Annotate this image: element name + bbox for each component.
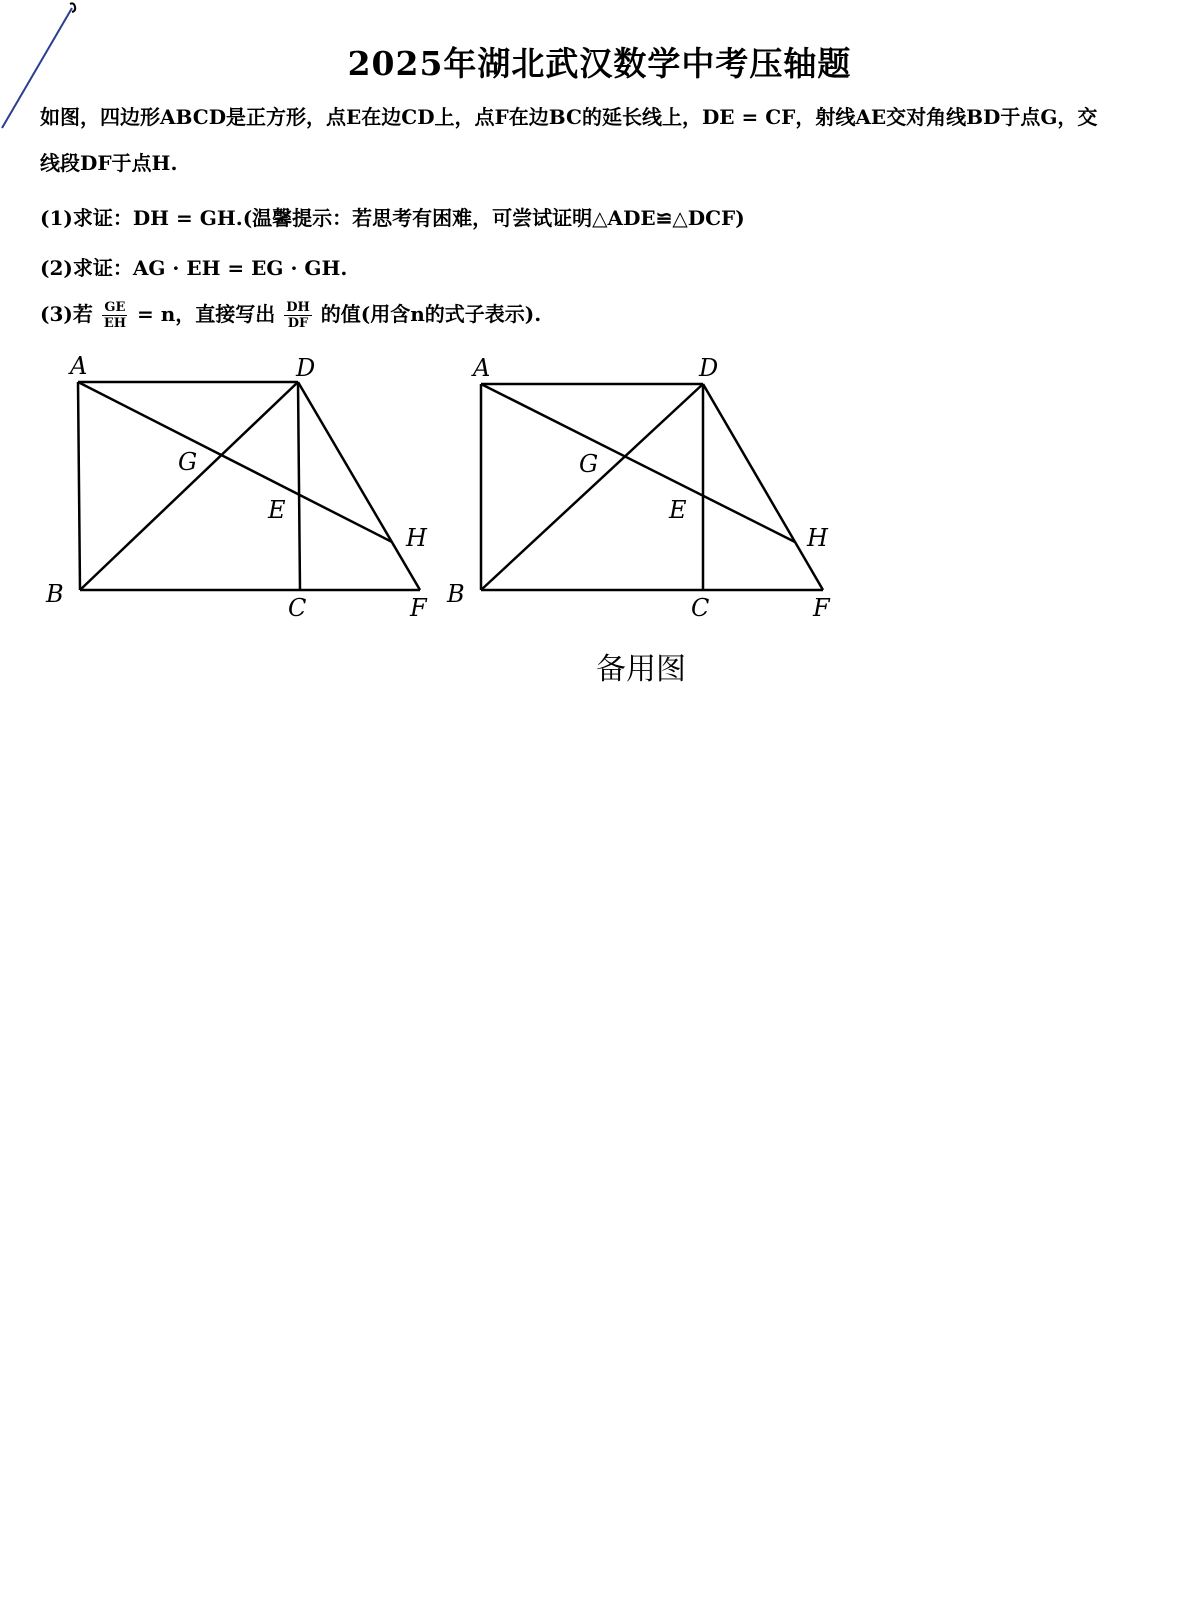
label-c: C xyxy=(288,594,307,622)
label-a: A xyxy=(473,354,491,382)
geometry-figure-spare xyxy=(443,352,843,632)
label-a: A xyxy=(70,352,88,380)
segment-df xyxy=(298,382,420,590)
page-title: 2025年湖北武汉数学中考压轴题 xyxy=(347,44,852,83)
segment-ab xyxy=(78,382,80,590)
fraction-denominator: EH xyxy=(103,316,127,331)
question-2: (2)求证：AG · EH = EG · GH. xyxy=(40,256,348,280)
problem-line-1: 如图，四边形ABCD是正方形，点E在边CD上，点F在边BC的延长线上，DE = CF，射线AE交对角线BD于点G，交 xyxy=(40,105,1098,129)
fraction-numerator: GE xyxy=(104,300,126,315)
label-g: G xyxy=(579,450,599,478)
question-3-suffix: 的值(用含n的式子表示). xyxy=(320,302,542,326)
segment-bd xyxy=(80,382,298,590)
label-h: H xyxy=(406,524,427,552)
question-1: (1)求证：DH = GH.(温馨提示：若思考有困难，可尝试证明△ADE≌△DCF) xyxy=(40,206,745,230)
label-f: F xyxy=(410,594,427,622)
question-3 xyxy=(40,298,541,331)
label-d: D xyxy=(296,354,316,382)
label-d: D xyxy=(699,354,719,382)
spare-figure-caption: 备用图 xyxy=(596,652,686,687)
segment-bd xyxy=(481,384,703,590)
question-3-middle: = n，直接写出 xyxy=(136,302,276,326)
fraction-ge-over-eh xyxy=(102,300,128,331)
label-b: B xyxy=(46,580,64,608)
label-g: G xyxy=(178,448,198,476)
label-c: C xyxy=(691,594,710,622)
fraction-numerator: DH xyxy=(286,300,310,315)
label-b: B xyxy=(447,580,465,608)
segment-dc xyxy=(298,382,300,590)
question-3-prefix: (3)若 xyxy=(40,302,93,326)
problem-line-2: 线段DF于点H. xyxy=(40,151,178,175)
label-h: H xyxy=(807,524,828,552)
segment-df xyxy=(703,384,823,590)
fraction-dh-over-df xyxy=(284,300,312,331)
label-f: F xyxy=(813,594,830,622)
geometry-figure-main xyxy=(40,352,440,632)
label-e: E xyxy=(669,496,687,524)
fraction-denominator: DF xyxy=(287,316,309,331)
label-e: E xyxy=(268,496,286,524)
